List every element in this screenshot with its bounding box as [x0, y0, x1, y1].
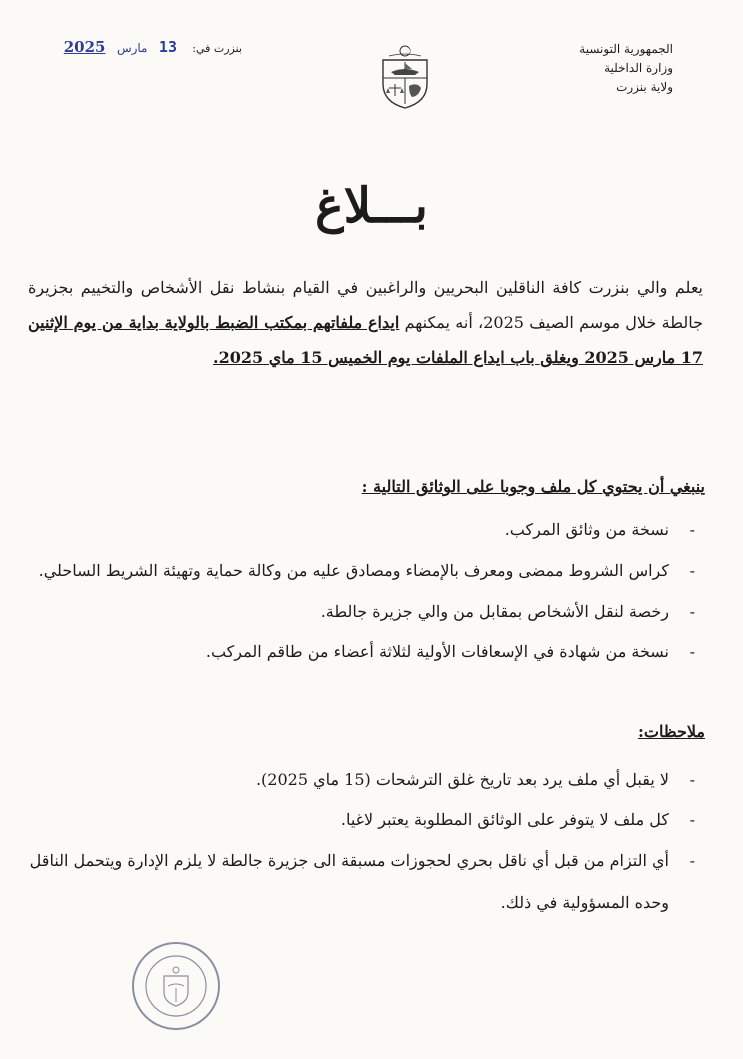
date-year: 2025: [63, 38, 106, 56]
country-name: الجمهورية التونسية: [579, 42, 673, 56]
list-item: - نسخة من وثائق المركب.: [504, 520, 695, 539]
body-text: يعلم والي بنزرت كافة الناقلين البحريين والراغبين في القيام بنشاط نقل الأشخاص والتخييم بجزيرة جالطة خلال موسم الصيف 2025، أنه يمكنهم: [28, 278, 704, 332]
date-day: 13: [158, 38, 177, 56]
list-item-text: كراس الشروط ممضى ومعرف بالإمضاء ومصادق عليه من وكالة حماية وتهيئة الشريط الساحلي.: [38, 561, 669, 580]
notes-heading: ملاحظات:: [638, 722, 705, 741]
list-item-text: رخصة لنقل الأشخاص بمقابل من والي جزيرة جالطة.: [320, 602, 669, 621]
list-item: - لا يقبل أي ملف يرد بعد تاريخ غلق الترشحات (15 ماي 2025).: [255, 770, 695, 789]
list-item-text: نسخة من وثائق المركب.: [504, 520, 669, 539]
list-item-text: أي التزام من قبل أي ناقل بحري لحجوزات مسبقة الى جزيرة جالطة لا يلزم الإدارة ويتحمل الناقل وحده المسؤولية في ذلك.: [29, 851, 669, 912]
documents-heading: ينبغي أن يحتوي كل ملف وجوبا على الوثائق التالية :: [361, 477, 705, 496]
letterhead: [579, 40, 673, 97]
list-item-text: كل ملف لا يتوفر على الوثائق المطلوبة يعتبر لاغيا.: [340, 810, 669, 829]
governorate-name: ولاية بنزرت: [616, 80, 673, 94]
list-item-text: لا يقبل أي ملف يرد بعد تاريخ غلق الترشحات (15 ماي 2025).: [255, 770, 669, 789]
official-seal-icon: [130, 940, 222, 1032]
list-item: - أي التزام من قبل أي ناقل بحري لحجوزات مسبقة الى جزيرة جالطة لا يلزم الإدارة ويتحمل الناقل وحده المسؤولية في ذلك.: [29, 851, 695, 912]
list-item-text: نسخة من شهادة في الإسعافات الأولية لثلاثة أعضاء من طاقم المركب.: [205, 642, 669, 661]
deposit-period-text: ايداع ملفاتهم بمكتب الضبط بالولاية بداية من يوم الإثنين 17 مارس 2025 ويغلق باب ايداع الملفات يوم الخميس 15 ماي 2025.: [28, 313, 703, 367]
announcement-body: [28, 270, 703, 375]
tunisia-coat-of-arms-icon: [375, 44, 435, 110]
list-item: - كل ملف لا يتوفر على الوثائق المطلوبة يعتبر لاغيا.: [340, 810, 695, 829]
documents-list: [23, 510, 703, 672]
place-label: بنزرت في:: [192, 42, 242, 55]
list-item: - نسخة من شهادة في الإسعافات الأولية لثلاثة أعضاء من طاقم المركب.: [205, 642, 695, 661]
ministry-name: وزارة الداخلية: [604, 61, 673, 75]
date-line: [42, 38, 242, 56]
notes-list: [23, 760, 703, 924]
list-item: - كراس الشروط ممضى ومعرف بالإمضاء ومصادق عليه من وكالة حماية وتهيئة الشريط الساحلي.: [38, 561, 695, 580]
announcement-title: بـــلاغ: [315, 178, 428, 234]
list-item: - رخصة لنقل الأشخاص بمقابل من والي جزيرة جالطة.: [320, 602, 695, 621]
date-month: مارس: [116, 41, 148, 55]
